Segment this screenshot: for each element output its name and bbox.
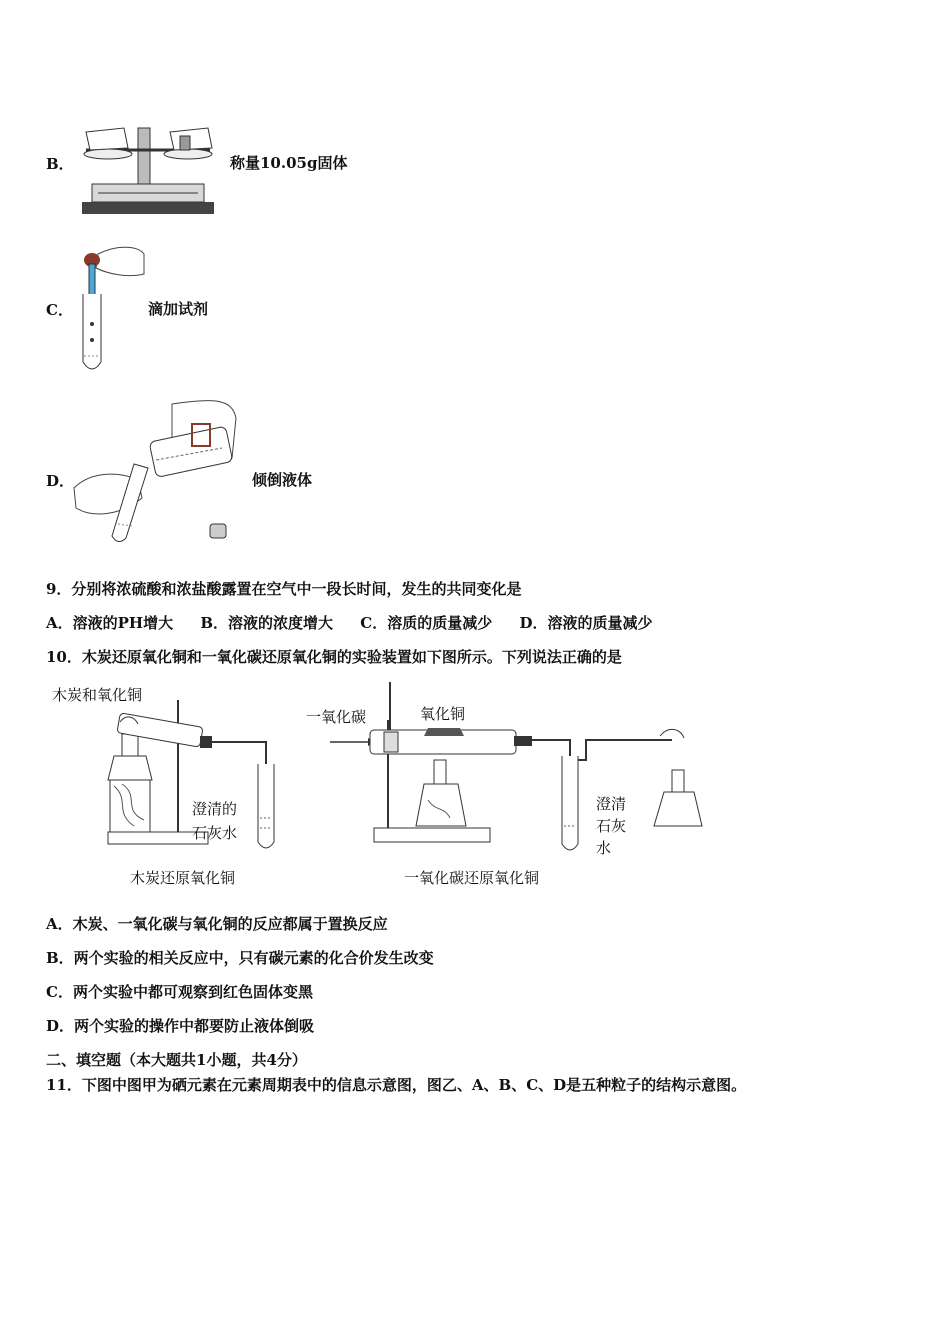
q9-option-a: A．溶液的PH增大 bbox=[46, 614, 174, 632]
q10-option-c: C．两个实验中都可观察到红色固体变黑 bbox=[46, 983, 313, 1001]
q10-question: 10．木炭还原氧化铜和一氧化碳还原氧化铜的实验装置如下图所示。下列说法正确的是 bbox=[46, 648, 622, 666]
option-d-caption: 倾倒液体 bbox=[252, 471, 313, 489]
q10-option-a: A．木炭、一氧化碳与氧化铜的反应都属于置换反应 bbox=[46, 915, 388, 933]
left-figure-caption: 木炭还原氧化铜 bbox=[130, 869, 236, 887]
co-apparatus bbox=[324, 680, 724, 856]
section-heading: 二、填空题（本大题共1小题，共4分） bbox=[46, 1051, 307, 1069]
right-cuo-label: 氧化铜 bbox=[420, 705, 466, 723]
right-co-label: 一氧化碳 bbox=[306, 708, 367, 726]
left-water-label-line1: 澄清的 bbox=[192, 800, 238, 818]
left-water-label-line2: 石灰水 bbox=[192, 824, 238, 842]
q11-question: 11．下图中图甲为硒元素在元素周期表中的信息示意图，图乙、A、B、C、D是五种粒子的结构示意图。 bbox=[46, 1076, 747, 1094]
option-c-caption: 滴加试剂 bbox=[148, 300, 209, 318]
right-water-label-line2: 石灰 bbox=[596, 817, 627, 835]
right-water-label-line3: 水 bbox=[596, 839, 612, 857]
balance-illustration bbox=[78, 124, 218, 216]
q9-option-b: B．溶液的浓度增大 bbox=[200, 614, 334, 632]
q10-option-b: B．两个实验的相关反应中，只有碳元素的化合价发生改变 bbox=[46, 949, 434, 967]
q9-options bbox=[46, 612, 674, 633]
q9-option-c: C．溶质的质量减少 bbox=[360, 614, 493, 632]
q10-option-d: D．两个实验的操作中都要防止液体倒吸 bbox=[46, 1017, 315, 1035]
right-figure-caption: 一氧化碳还原氧化铜 bbox=[404, 869, 540, 887]
option-c-letter: C． bbox=[46, 301, 73, 319]
pouring-illustration bbox=[72, 398, 244, 548]
left-reactant-label: 木炭和氧化铜 bbox=[52, 686, 143, 704]
q9-option-d: D．溶液的质量减少 bbox=[519, 614, 653, 632]
option-b-caption: 称量10.05g固体 bbox=[230, 154, 348, 172]
option-d-letter: D． bbox=[46, 472, 75, 490]
dropper-illustration bbox=[78, 244, 148, 376]
q9-question: 9．分别将浓硫酸和浓盐酸露置在空气中一段长时间，发生的共同变化是 bbox=[46, 580, 522, 598]
right-water-label-line1: 澄清 bbox=[596, 795, 627, 813]
option-b-letter: B． bbox=[46, 155, 74, 173]
